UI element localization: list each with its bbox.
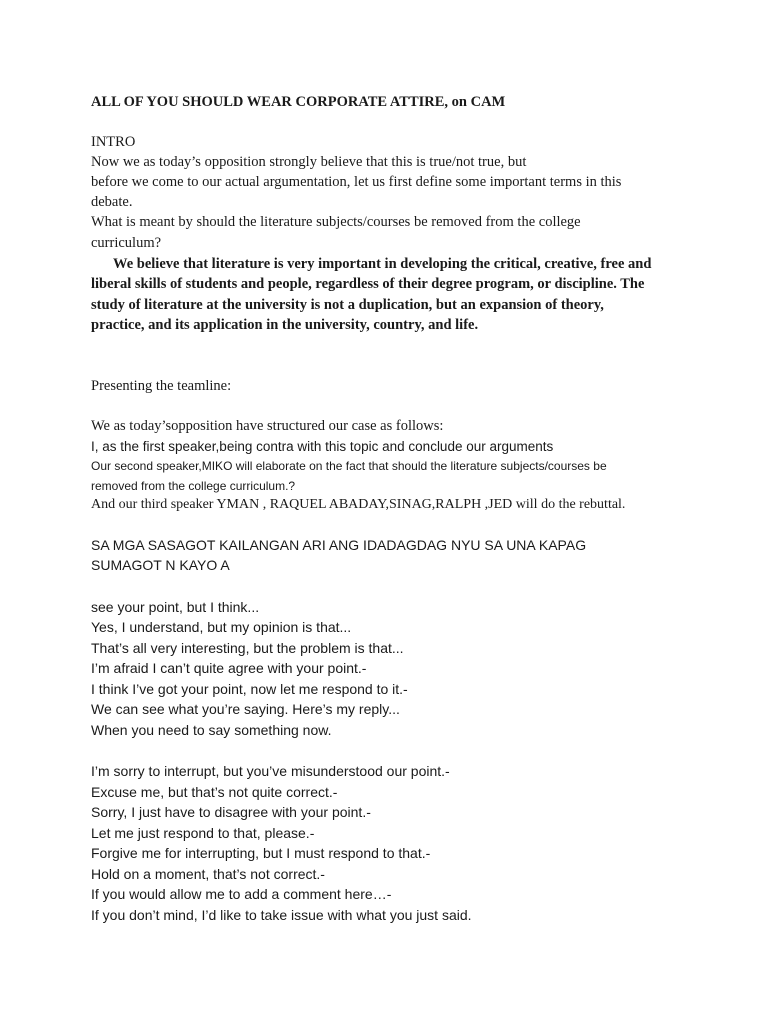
phrase-line: I’m afraid I can’t quite agree with your point.- [91,660,367,676]
intro-bold-line: liberal skills of students and people, regardless of their degree program, or discipline. The [91,276,645,292]
intro-line: debate. [91,194,133,210]
intro-bold-line: study of literature at the university is not a duplication, but an expansion of theory, [91,297,604,313]
intro-line: curriculum? [91,235,162,251]
reminder-line: SA MGA SASAGOT KAILANGAN ARI ANG IDADAGDAG NYU SA UNA KAPAG [91,537,587,553]
phrase-line: Sorry, I just have to disagree with your point.- [91,804,371,820]
intro-line: before we come to our actual argumentation, let us first define some important terms in this [91,174,622,190]
phrase-line: Forgive me for interrupting, but I must respond to that.- [91,845,431,861]
intro-line: What is meant by should the literature subjects/courses be removed from the college [91,214,581,230]
teamline-first-speaker: I, as the first speaker,being contra with this topic and conclude our arguments [91,439,554,454]
phrase-line: That’s all very interesting, but the problem is that... [91,640,404,656]
teamline-heading: Presenting the teamline: [91,378,232,394]
intro-bold-line: We believe that literature is very important in developing the critical, creative, free and [113,256,652,272]
phrase-line: If you don’t mind, I’d like to take issue with what you just said. [91,907,472,923]
teamline-second-speaker: Our second speaker,MIKO will elaborate on the fact that should the literature subjects/courses be [91,459,607,473]
teamline-structure: We as today’sopposition have structured our case as follows: [91,418,444,434]
phrase-line: When you need to say something now. [91,722,332,738]
phrase-line: We can see what you’re saying. Here’s my reply... [91,701,400,717]
teamline-third-speaker: And our third speaker YMAN , RAQUEL ABADAY,SINAG,RALPH ,JED will do the rebuttal. [91,497,626,512]
teamline-second-speaker: removed from the college curriculum.? [91,479,296,493]
phrase-line: Excuse me, but that’s not quite correct.- [91,784,338,800]
phrase-line: Let me just respond to that, please.- [91,825,315,841]
phrase-line: If you would allow me to add a comment here…- [91,886,392,902]
phrase-line: see your point, but I think... [91,599,260,615]
phrase-line: I think I’ve got your point, now let me respond to it.- [91,681,408,697]
intro-line: Now we as today’s opposition strongly believe that this is true/not true, but [91,154,527,170]
document-title: ALL OF YOU SHOULD WEAR CORPORATE ATTIRE, on CAM [91,94,506,110]
intro-heading: INTRO [91,134,136,150]
phrase-line: Yes, I understand, but my opinion is that... [91,619,352,635]
reminder-line: SUMAGOT N KAYO A [91,557,230,573]
phrase-line: Hold on a moment, that’s not correct.- [91,866,325,882]
intro-bold-line: practice, and its application in the university, country, and life. [91,317,479,333]
phrase-line: I’m sorry to interrupt, but you’ve misunderstood our point.- [91,763,450,779]
